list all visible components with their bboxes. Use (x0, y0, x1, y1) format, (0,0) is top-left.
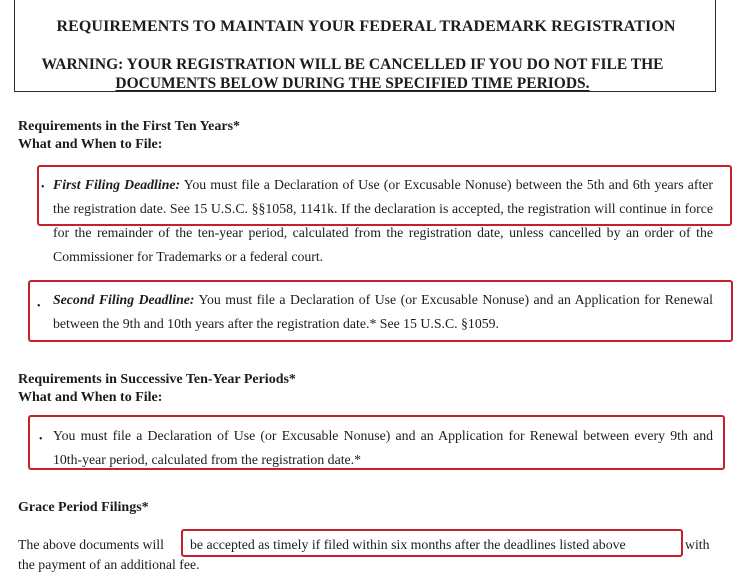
section2-heading: Requirements in Successive Ten-Year Periods* (18, 372, 296, 387)
first-deadline-lead: First Filing Deadline: (53, 177, 181, 192)
successive-periods-paragraph: You must file a Declaration of Use (or Excusable Nonuse) and an Application for Renewal between every 9th and 10th-year period, calculated from the registration date.* (53, 428, 713, 467)
bullet-icon: • (37, 301, 41, 312)
header-title: REQUIREMENTS TO MAINTAIN YOUR FEDERAL TRADEMARK REGISTRATION (56, 18, 676, 35)
grace-period-highlight (181, 529, 683, 557)
first-deadline-text: You must file a Declaration of Use (or Excusable Nonuse) between the 5th and 6th years after the registration date. See 15 U.S.C. §§1058, 1141k. If the declaration is accepted, the registration will continue in force for the remainder of the ten-year period, calculated from the registration date, unless cancelled by an order of the Commissioner for Trademarks or a federal court. (53, 177, 713, 264)
first-deadline-highlight (37, 165, 732, 226)
section1-subheading: What and When to File: (18, 137, 163, 152)
successive-periods-highlight (28, 415, 725, 470)
warning-line-1: WARNING: YOUR REGISTRATION WILL BE CANCELLED IF YOU DO NOT FILE THE (41, 56, 664, 73)
bullet-icon: • (41, 182, 45, 193)
grace-line-1-end: with (685, 537, 710, 552)
header-warning (20, 55, 685, 93)
grace-line-1-boxed: be accepted as timely if filed within six months after the deadlines listed above (190, 537, 626, 552)
bullet-icon: • (39, 434, 43, 445)
second-deadline-highlight (28, 280, 733, 342)
section2-subheading: What and When to File: (18, 390, 163, 405)
warning-line-2: DOCUMENTS BELOW DURING THE SPECIFIED TIME PERIODS. (115, 75, 590, 92)
section3-heading: Grace Period Filings* (18, 500, 149, 515)
grace-line-2: the payment of an additional fee. (18, 557, 200, 572)
second-deadline-text: You must file a Declaration of Use (or Excusable Nonuse) and an Application for Renewal between the 9th and 10th years after the registration date.* See 15 U.S.C. §1059. (53, 292, 713, 331)
grace-line-1-start: The above documents will (18, 537, 164, 552)
section1-heading: Requirements in the First Ten Years* (18, 119, 241, 134)
second-deadline-lead: Second Filing Deadline: (53, 292, 195, 307)
